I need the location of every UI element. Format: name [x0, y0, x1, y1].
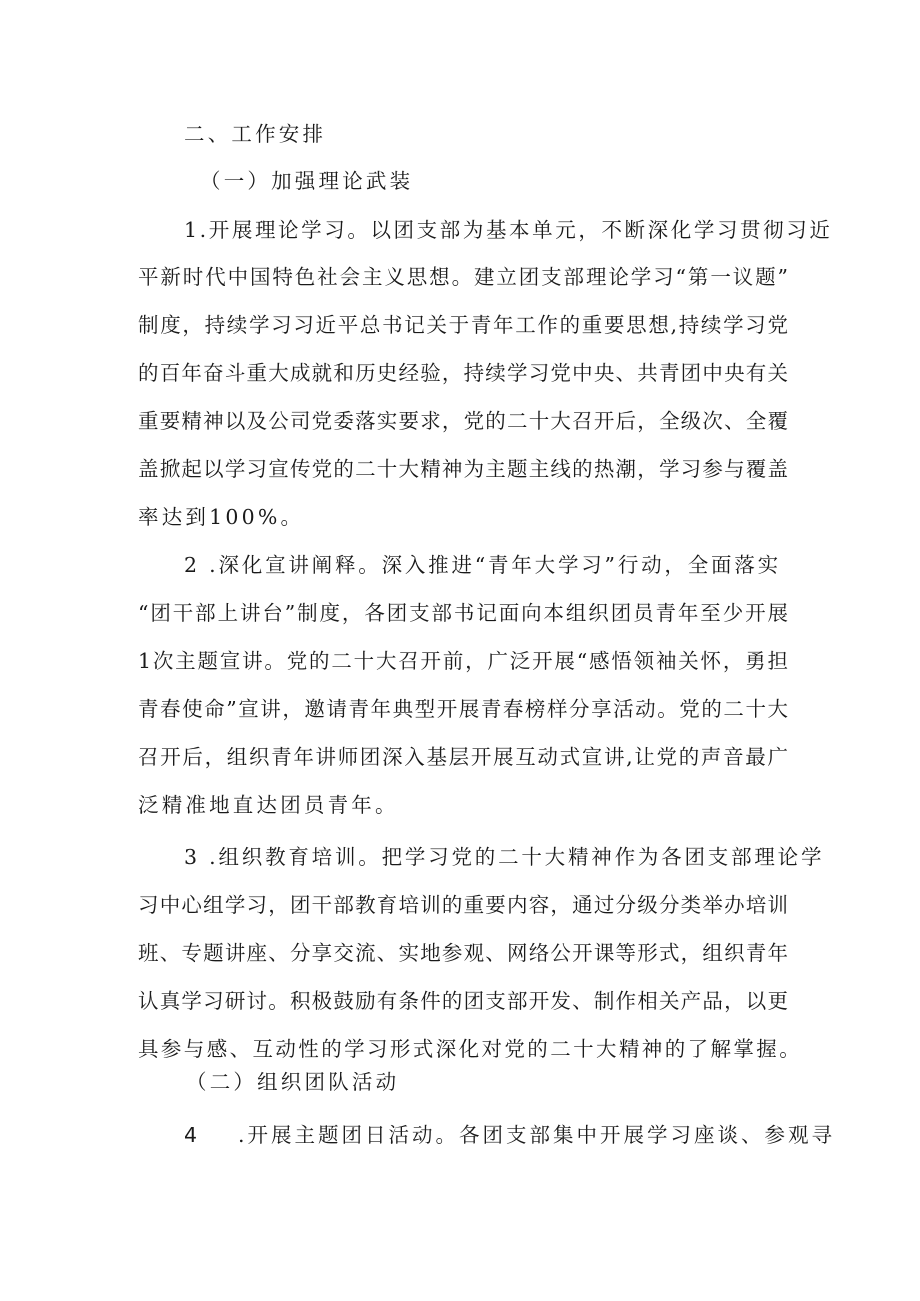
- paragraph-line: 3 .组织教育培训。把学习党的二十大精神作为各团支部理论学: [184, 845, 825, 869]
- paragraph-line: 班、专题讲座、分享交流、实地参观、网络公开课等形式，组织青年: [138, 941, 788, 965]
- paragraph-line: 泛精准地直达团员青年。: [138, 793, 399, 817]
- paragraph-line: 制度，持续学习习近平总书记关于青年工作的重要思想,持续学习党: [138, 313, 788, 337]
- paragraph-line: 平新时代中国特色社会主义思想。建立团支部理论学习“第一议题”: [138, 265, 788, 289]
- paragraph-line: 具参与感、互动性的学习形式深化对党的二十大精神的了解掌握。: [138, 1037, 803, 1061]
- paragraph-line: .开展主题团日活动。各团支部集中开展学习座谈、参观寻: [238, 1123, 836, 1147]
- paragraph-line: 青春使命”宣讲，邀请青年典型开展青春榜样分享活动。党的二十大: [138, 697, 788, 721]
- section-heading: 二、工作安排: [184, 122, 327, 146]
- paragraph-line: 召开后，组织青年讲师团深入基层开展互动式宣讲,让党的声音最广: [138, 745, 788, 769]
- paragraph-line: 盖掀起以学习宣传党的二十大精神为主题主线的热潮，学习参与覆盖: [138, 457, 788, 481]
- paragraph-line: 认真学习研讨。积极鼓励有条件的团支部开发、制作相关产品，以更: [138, 989, 788, 1013]
- subsection-heading-2: （二）组织团队活动: [186, 1070, 400, 1094]
- paragraph-line: 率达到100%。: [138, 505, 305, 529]
- subsection-heading-1: （一）加强理论武装: [200, 169, 414, 193]
- paragraph-line: 1次主题宣讲。党的二十大召开前，广泛开展“感悟领袖关怀，勇担: [138, 649, 788, 673]
- paragraph-line: “团干部上讲台”制度，各团支部书记面向本组织团员青年至少开展: [138, 601, 788, 625]
- paragraph-line: 的百年奋斗重大成就和历史经验，持续学习党中央、共青团中央有关: [138, 361, 788, 385]
- paragraph-line: 2 .深化宣讲阐释。深入推进“青年大学习”行动，全面落实: [184, 553, 781, 577]
- paragraph-line: 重要精神以及公司党委落实要求，党的二十大召开后，全级次、全覆: [138, 409, 788, 433]
- paragraph-line: 1.开展理论学习。以团支部为基本单元，不断深化学习贯彻习近: [184, 218, 833, 242]
- paragraph-line: 习中心组学习，团干部教育培训的重要内容，通过分级分类举办培训: [138, 893, 788, 917]
- item-number: 4: [184, 1123, 198, 1147]
